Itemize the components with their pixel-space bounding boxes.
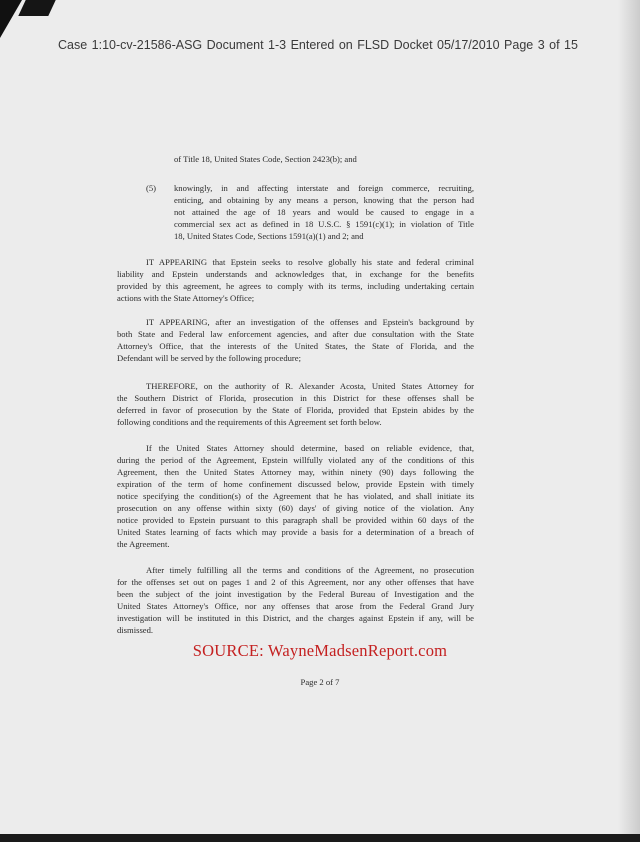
paragraph-line: actions with the State Attorney's Office;	[117, 293, 255, 303]
paragraph-line: investigation will be instituted in this District, and the charges against Epstein if any, will be	[117, 613, 474, 623]
item-5-line: enticing, and obtaining by any means a person, knowing that the person had	[174, 195, 474, 205]
paragraph-line: IT APPEARING, after an investigation of the offenses and Epstein's background by	[146, 317, 474, 327]
item-5-number: (5)	[146, 183, 157, 193]
paragraph-line: both State and Federal law enforcement agencies, and after due consultation with the State	[117, 329, 474, 339]
paragraph-line: Attorney's Office, that the interests of the United States, the State of Florida, and the	[117, 341, 474, 351]
paragraph-line: notice specifying the condition(s) of the Agreement that he has violated, and shall initiate its	[117, 491, 474, 501]
paragraph-line: deferred in favor of prosecution by the State of Florida, provided that Epstein abides by the	[117, 405, 474, 415]
page-footer: Page 2 of 7	[300, 677, 340, 687]
paragraph-line: After timely fulfilling all the terms and conditions of the Agreement, no prosecution	[146, 565, 474, 575]
paragraph-line: United States Attorney's Office, nor any offenses that arose from the Federal Grand Jury	[117, 601, 474, 611]
item-5-line: 18, United States Code, Sections 1591(a)(1) and 2; and	[174, 231, 364, 241]
paragraph-line: been the subject of the joint investigation by the Federal Bureau of Investigation and the	[117, 589, 474, 599]
paragraph-line: the Agreement.	[117, 539, 170, 549]
paragraph-line: for the offenses set out on pages 1 and 2 of this Agreement, nor any other offenses that have	[117, 577, 474, 587]
paragraph-line: United States learning of facts which may provide a basis for a determination of a breach of	[117, 527, 474, 537]
item-5-line: commercial sex act as defined in 18 U.S.C. § 1591(c)(1); in violation of Title	[174, 219, 474, 229]
item-5-line: knowingly, in and affecting interstate and foreign commerce, recruiting,	[174, 183, 474, 193]
scan-bottom-edge	[0, 834, 640, 842]
paragraph-line: following conditions and the requirements of this Agreement set forth below.	[117, 417, 382, 427]
paragraph-line: the Southern District of Florida, prosecution in this District for these offenses shall be	[117, 393, 474, 403]
source-watermark: SOURCE: WayneMadsenReport.com	[192, 641, 448, 660]
paragraph-line: expiration of the term of home confinement discussed below, provide Epstein with timely	[117, 479, 474, 489]
scan-corner-mark	[0, 0, 22, 38]
paragraph-line: liability and Epstein understands and acknowledges that, in exchange for the benefits	[117, 269, 474, 279]
paragraph-line: IT APPEARING that Epstein seeks to resolve globally his state and federal criminal	[146, 257, 474, 267]
paragraph-line: Defendant will be served by the following procedure;	[117, 353, 301, 363]
docket-header: Case 1:10-cv-21586-ASG Document 1-3 Entered on FLSD Docket 05/17/2010 Page 3 of 15	[58, 38, 578, 52]
item-4-tail: of Title 18, United States Code, Section 2423(b); and	[174, 154, 357, 164]
paragraph-line: prosecution on any offense within sixty (60) days' of giving notice of the violation. Any	[117, 503, 474, 513]
scan-corner-mark-2	[18, 0, 55, 16]
paragraph-line: during the period of the Agreement, Epstein willfully violated any of the conditions of this	[117, 455, 474, 465]
paragraph-line: Agreement, then the United States Attorney may, within ninety (90) days following the	[117, 467, 474, 477]
paragraph-line: notice provided to Epstein pursuant to this paragraph shall be provided within 60 days of the	[117, 515, 474, 525]
paragraph-line: THEREFORE, on the authority of R. Alexander Acosta, United States Attorney for	[146, 381, 474, 391]
paragraph-line: If the United States Attorney should determine, based on reliable evidence, that,	[146, 443, 474, 453]
item-5-line: not attained the age of 18 years and would be caused to engage in a	[174, 207, 474, 217]
paragraph-line: provided by this agreement, he agrees to comply with its terms, including undertaking certain	[117, 281, 474, 291]
scan-edge-shadow	[618, 0, 640, 842]
paragraph-line: dismissed.	[117, 625, 154, 635]
